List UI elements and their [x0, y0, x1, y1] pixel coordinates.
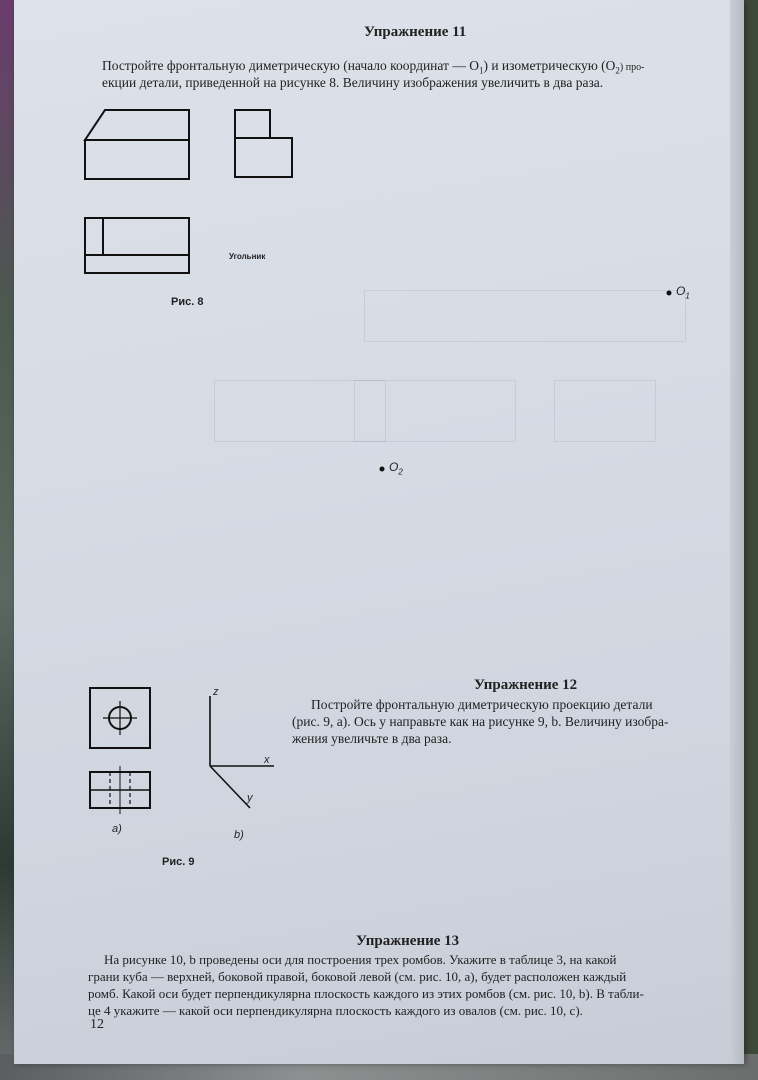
- page-number: 12: [90, 1017, 104, 1032]
- top-view-outline: [85, 218, 189, 273]
- exercise-13-line-4: це 4 укажите — какой оси перпендикулярна плоскость каждого из овалов (см. рис. 10, с).: [88, 1003, 583, 1018]
- side-view-lower: [235, 138, 292, 177]
- figure-9a-label: a): [112, 823, 122, 835]
- axis-y-line: [210, 766, 250, 808]
- axis-y-label: y: [247, 792, 253, 804]
- show-through-box: [354, 380, 516, 442]
- figure-9-caption: Рис. 9: [162, 856, 195, 868]
- axis-z-label: z: [213, 686, 219, 698]
- front-view-body: [85, 140, 189, 179]
- front-view-top: [85, 110, 189, 140]
- exercise-12-line-1: Постройте фронтальную диметрическую проекцию детали: [311, 697, 653, 712]
- figure-9b-label: b): [234, 829, 244, 841]
- exercise-12-title: Упражнение 12: [474, 677, 578, 693]
- figure-8-drawing: [14, 0, 744, 300]
- axis-x-label: x: [264, 754, 270, 766]
- exercise-13-line-3: ромб. Какой оси будет перпендикулярна плоскость каждого из этих ромбов (см. рис. 10, b). В табли-: [88, 986, 644, 1001]
- part-name-label: Угольник: [229, 252, 266, 261]
- exercise-11-line-2: екции детали, приведенной на рисунке 8. Величину изображения увеличить в два раза.: [102, 75, 604, 90]
- point-o1: [667, 291, 672, 296]
- exercise-13-line-1: На рисунке 10, b проведены оси для построения трех ромбов. Укажите в таблице 3, на какой: [104, 952, 617, 967]
- workbook-page: [14, 0, 744, 1064]
- point-o1-label: $O_1$: [676, 284, 690, 301]
- point-o2-label: $O_2$: [389, 460, 403, 477]
- exercise-13-title: Упражнение 13: [356, 933, 460, 949]
- exercise-12-line-2: (рис. 9, а). Ось y направьте как на рисунке 9, b. Величину изобра-: [292, 714, 669, 729]
- point-o2: [380, 467, 385, 472]
- figure-8-caption: Рис. 8: [171, 296, 204, 308]
- side-view-upper: [235, 110, 270, 138]
- exercise-12-line-3: жения увеличьте в два раза.: [292, 731, 452, 746]
- show-through-box: [554, 380, 656, 442]
- exercise-13-line-2: грани куба — верхней, боковой правой, боковой левой (см. рис. 10, а), будет расположен каждый: [88, 969, 627, 984]
- figure-9-drawing: [14, 680, 744, 880]
- exercise-11-line-1: Постройте фронтальную диметрическую (начало координат — $O_1$) и изометрическую $(O_2)$ про-: [102, 58, 645, 76]
- exercise-11-title: Упражнение 11: [364, 24, 467, 40]
